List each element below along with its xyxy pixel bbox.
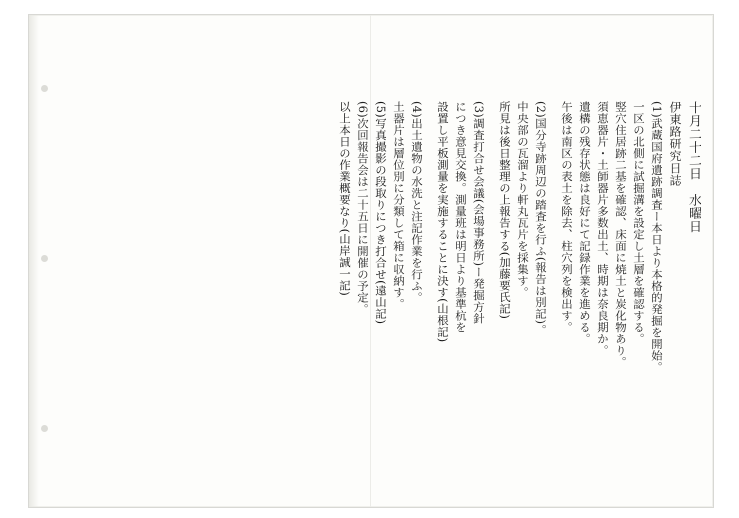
entry-date: 十月二十二日 水曜日 [686,100,701,234]
binding-hole [41,425,48,432]
text-line: 一区の北側に試掘溝を設定し土層を確認する。 [632,100,646,345]
text-line: 所見は後日整理の上報告する(加藤要氏記) [498,100,512,320]
binding-hole [41,85,48,92]
text-line: 土器片は層位別に分類して箱に収納す。 [392,100,406,310]
text-line: 以上本日の作業概要なり(山岸誠一記) [338,100,352,297]
text-line: (5)写真撮影の段取りにつき打合せ(遠山記) [374,100,388,325]
text-line: 遺構の残存状態は良好にて記録作業を進める。 [578,100,592,345]
text-line: 須恵器片・土師器片多数出土、時期は奈良期か。 [596,100,610,357]
handwritten-text-block [125,101,701,481]
binding-hole [41,255,48,262]
document-page [28,14,714,508]
text-line: (4)出土遺物の水洗と注記作業を行ふ。 [410,100,424,304]
text-line: 竪穴住居跡二基を確認、床面に焼土と炭化物あり。 [614,100,628,368]
text-line: (3)調査打合せ会議(会場事務所)ー発掘方針 [472,100,486,325]
entry-title: 伊東路研究日誌 [668,100,682,187]
text-line: (1)武蔵国府遺跡調査ー本日より本格的発掘を開始。 [650,100,664,374]
text-line: (2)国分寺跡周辺の踏査を行ふ(報告は別記)。 [534,100,548,337]
text-line: 設置し平板測量を実施することに決す(山根記) [436,100,450,343]
text-line: 中央部の瓦溜より軒丸瓦片を採集す。 [516,100,530,299]
text-line: (6)次回報告会は二十五日に開催の予定。 [356,100,370,316]
text-line: 午後は南区の表土を除去、柱穴列を検出す。 [560,100,574,334]
line-gap [551,101,557,481]
text-line: につき意見交換。測量班は明日より基準杭を [454,100,468,334]
line-gap [427,101,433,481]
line-gap [489,101,495,481]
